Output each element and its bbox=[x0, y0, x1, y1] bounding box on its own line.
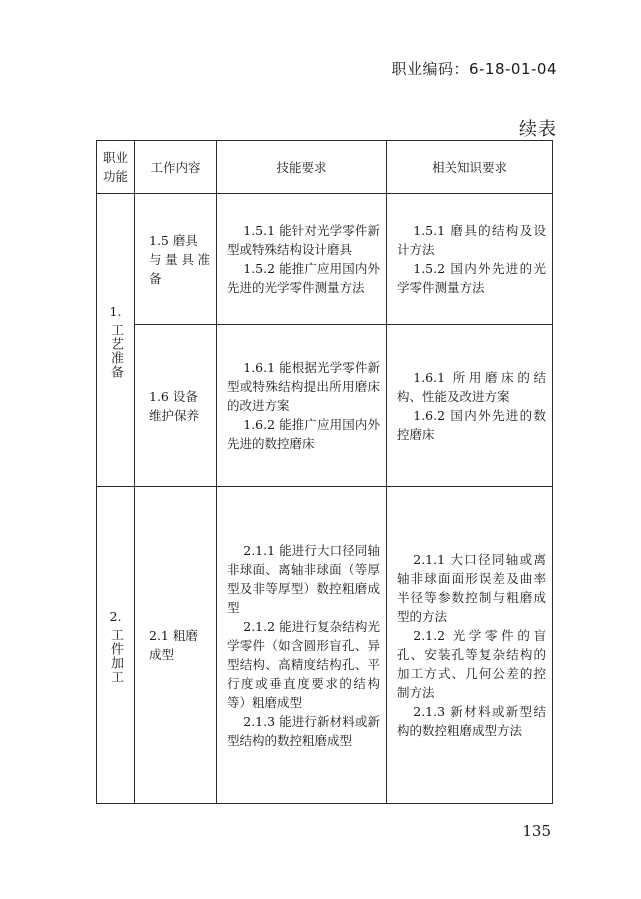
knowledge-item: 1.6.2 国内外先进的数控磨床 bbox=[397, 407, 546, 442]
function-name: 工艺准备 bbox=[108, 322, 123, 379]
function-number: 1. bbox=[109, 303, 122, 319]
skill-cell bbox=[217, 194, 387, 325]
knowledge-item: 2.1.1 大口径同轴或离轴非球面面形误差及曲率半径等参数控制与粗磨成型的方法 bbox=[397, 552, 546, 624]
table-row bbox=[97, 487, 553, 804]
knowledge-item: 2.1.2 光学零件的盲孔、安装孔等复杂结构的加工方式、几何公差的控制方法 bbox=[397, 628, 546, 700]
function-cell-2 bbox=[97, 487, 135, 804]
skills-table bbox=[96, 140, 553, 804]
skill-item: 1.6.2 能推广应用国内外先进的数控磨床 bbox=[227, 417, 380, 451]
knowledge-item: 2.1.3 新材料或新型结构的数控粗磨成型方法 bbox=[397, 704, 546, 738]
page-number: 135 bbox=[522, 822, 551, 840]
work-cell bbox=[135, 325, 217, 487]
knowledge-item: 1.6.1 所用磨床的结构、性能及改进方案 bbox=[397, 369, 546, 404]
function-number: 2. bbox=[109, 608, 122, 624]
skill-cell bbox=[217, 325, 387, 487]
header-function-line2: 功能 bbox=[102, 169, 128, 184]
skill-cell bbox=[217, 487, 387, 804]
table-row bbox=[97, 325, 553, 487]
knowledge-cell bbox=[387, 194, 553, 325]
header-knowledge: 相关知识要求 bbox=[387, 141, 553, 194]
skill-item: 1.5.1 能针对光学零件新型或特殊结构设计磨具 bbox=[227, 223, 380, 257]
work-line: 维护保养 bbox=[149, 407, 200, 423]
function-cell-1 bbox=[97, 194, 135, 487]
work-line: 与量具准备 bbox=[149, 251, 210, 286]
header-skill: 技能要求 bbox=[217, 141, 387, 194]
work-cell bbox=[135, 194, 217, 325]
skill-item: 1.5.2 能推广应用国内外先进的光学零件测量方法 bbox=[227, 261, 380, 295]
skill-item: 1.6.1 能根据光学零件新型或特殊结构提出所用磨床的改进方案 bbox=[227, 360, 380, 413]
work-cell bbox=[135, 487, 217, 804]
knowledge-item: 1.5.2 国内外先进的光学零件测量方法 bbox=[397, 261, 546, 295]
knowledge-cell bbox=[387, 487, 553, 804]
skill-item: 2.1.3 能进行新材料或新型结构的数控粗磨成型 bbox=[227, 713, 380, 748]
knowledge-item: 1.5.1 磨具的结构及设计方法 bbox=[397, 223, 546, 257]
table-header-row bbox=[97, 141, 553, 194]
work-line: 1.6 设备 bbox=[149, 388, 198, 404]
work-line: 成型 bbox=[149, 647, 175, 662]
header-work: 工作内容 bbox=[135, 141, 217, 194]
header-function bbox=[97, 141, 135, 194]
skill-item: 2.1.2 能进行复杂结构光学零件（如含圆形盲孔、异型结构、高精度结构孔、平行度或垂直度要求的结构等）粗磨成型 bbox=[227, 618, 380, 710]
skill-item: 2.1.1 能进行大口径同轴非球面、离轴非球面（等厚型及非等厚型）数控粗磨成型 bbox=[227, 542, 380, 615]
work-line: 2.1 粗磨 bbox=[149, 628, 198, 643]
continued-label: 续表 bbox=[519, 119, 557, 140]
function-name: 工件加工 bbox=[108, 627, 123, 684]
knowledge-cell bbox=[387, 325, 553, 487]
occupation-code: 职业编码：6-18-01-04 bbox=[391, 60, 557, 78]
table-row bbox=[97, 194, 553, 325]
header-function-line1: 职业 bbox=[102, 150, 128, 165]
work-line: 1.5 磨具 bbox=[149, 232, 198, 248]
